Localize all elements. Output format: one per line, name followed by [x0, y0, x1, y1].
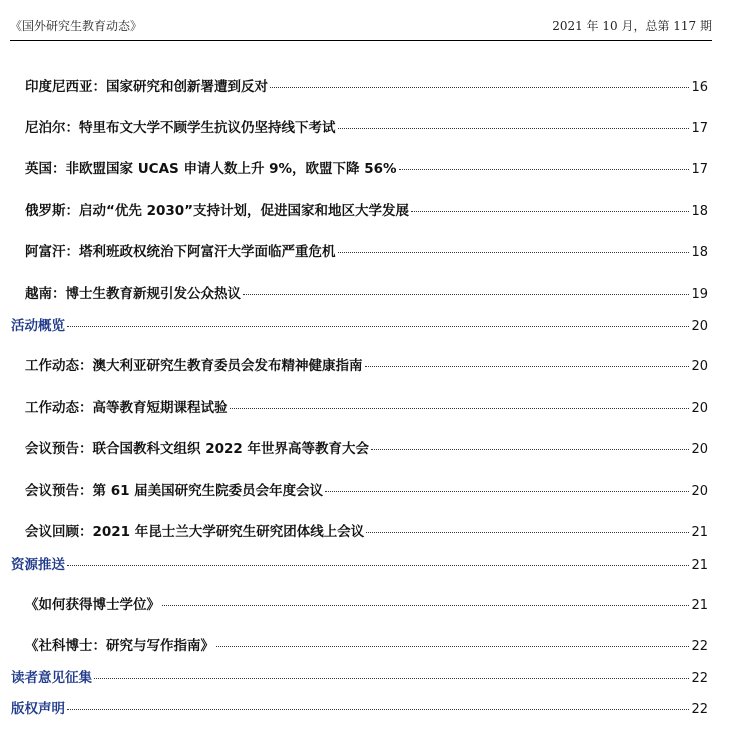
toc-section-title: 读者意见征集	[11, 670, 92, 686]
issue-info: 2021 年 10 月，总第 117 期	[552, 19, 712, 33]
toc-entry[interactable]	[25, 282, 708, 304]
toc-entry-page: 20	[691, 484, 708, 499]
toc-entry-page: 18	[691, 204, 708, 219]
dot-leader	[371, 449, 689, 450]
toc-entry[interactable]	[25, 116, 708, 138]
toc-entry[interactable]	[25, 593, 708, 615]
dot-leader	[270, 87, 689, 88]
toc-section-title: 资源推送	[11, 557, 65, 573]
toc-entry-title: 阿富汗：塔利班政权统治下阿富汗大学面临严重危机	[25, 244, 336, 260]
toc-entry[interactable]	[25, 634, 708, 656]
toc-section-title: 活动概览	[11, 318, 65, 334]
toc-entry-title: 工作动态：高等教育短期课程试验	[25, 400, 228, 416]
toc-section-title: 版权声明	[11, 701, 65, 717]
toc-section[interactable]	[11, 553, 708, 575]
toc-entry-title: 印度尼西亚：国家研究和创新署遭到反对	[25, 79, 268, 95]
toc-entry[interactable]	[25, 437, 708, 459]
dot-leader	[243, 294, 689, 295]
toc-section[interactable]	[11, 666, 708, 688]
toc-entry[interactable]	[25, 75, 708, 97]
toc-entry-page: 18	[691, 245, 708, 260]
toc-section[interactable]	[11, 314, 708, 336]
toc-section-page: 20	[691, 319, 708, 334]
dot-leader	[230, 408, 690, 409]
toc-entry-title: 会议预告：联合国教科文组织 2022 年世界高等教育大会	[25, 441, 369, 457]
dot-leader	[365, 366, 690, 367]
toc-entry-title: 英国：非欧盟国家 UCAS 申请人数上升 9%，欧盟下降 56%	[25, 161, 397, 177]
dot-leader	[338, 252, 690, 253]
dot-leader	[338, 128, 690, 129]
dot-leader	[399, 169, 690, 170]
toc-entry-title: 尼泊尔：特里布文大学不顾学生抗议仍坚持线下考试	[25, 120, 336, 136]
toc-entry-title: 越南：博士生教育新规引发公众热议	[25, 286, 241, 302]
toc-entry-page: 21	[691, 598, 708, 613]
toc-section-page: 21	[691, 558, 708, 573]
toc-entry-page: 22	[691, 639, 708, 654]
dot-leader	[67, 565, 689, 566]
toc-entry-page: 19	[691, 287, 708, 302]
toc-entry-page: 20	[691, 359, 708, 374]
toc-entry[interactable]	[25, 396, 708, 418]
toc-entry-title: 《如何获得博士学位》	[25, 597, 160, 613]
toc-entry[interactable]	[25, 354, 708, 376]
toc-entry-title: 会议预告：第 61 届美国研究生院委员会年度会议	[25, 483, 324, 499]
toc-entry-page: 20	[691, 442, 708, 457]
toc-section-page: 22	[691, 671, 708, 686]
toc-entry[interactable]	[25, 479, 708, 501]
toc-entry-page: 16	[691, 80, 708, 95]
toc-entry-page: 20	[691, 401, 708, 416]
dot-leader	[67, 709, 689, 710]
dot-leader	[366, 532, 689, 533]
toc-entry[interactable]	[25, 157, 708, 179]
toc-entry[interactable]	[25, 240, 708, 262]
toc-entry[interactable]	[25, 199, 708, 221]
toc-entry-title: 俄罗斯：启动“优先 2030”支持计划，促进国家和地区大学发展	[25, 203, 410, 219]
dot-leader	[216, 646, 689, 647]
dot-leader	[94, 678, 689, 679]
toc-entry-page: 17	[691, 121, 708, 136]
toc-entry-title: 会议回顾：2021 年昆士兰大学研究生研究团体线上会议	[25, 524, 365, 540]
toc-entry-page: 21	[691, 525, 708, 540]
toc-entry-title: 《社科博士：研究与写作指南》	[25, 638, 214, 654]
toc-entry-title: 工作动态：澳大利亚研究生教育委员会发布精神健康指南	[25, 358, 363, 374]
dot-leader	[162, 605, 689, 606]
toc-entry[interactable]	[25, 520, 708, 542]
toc-section[interactable]	[11, 697, 708, 719]
dot-leader	[411, 211, 689, 212]
running-header	[10, 14, 712, 41]
toc-entry-page: 17	[691, 162, 708, 177]
toc-section-page: 22	[691, 702, 708, 717]
journal-title: 《国外研究生教育动态》	[10, 19, 143, 33]
dot-leader	[325, 491, 689, 492]
dot-leader	[67, 326, 689, 327]
